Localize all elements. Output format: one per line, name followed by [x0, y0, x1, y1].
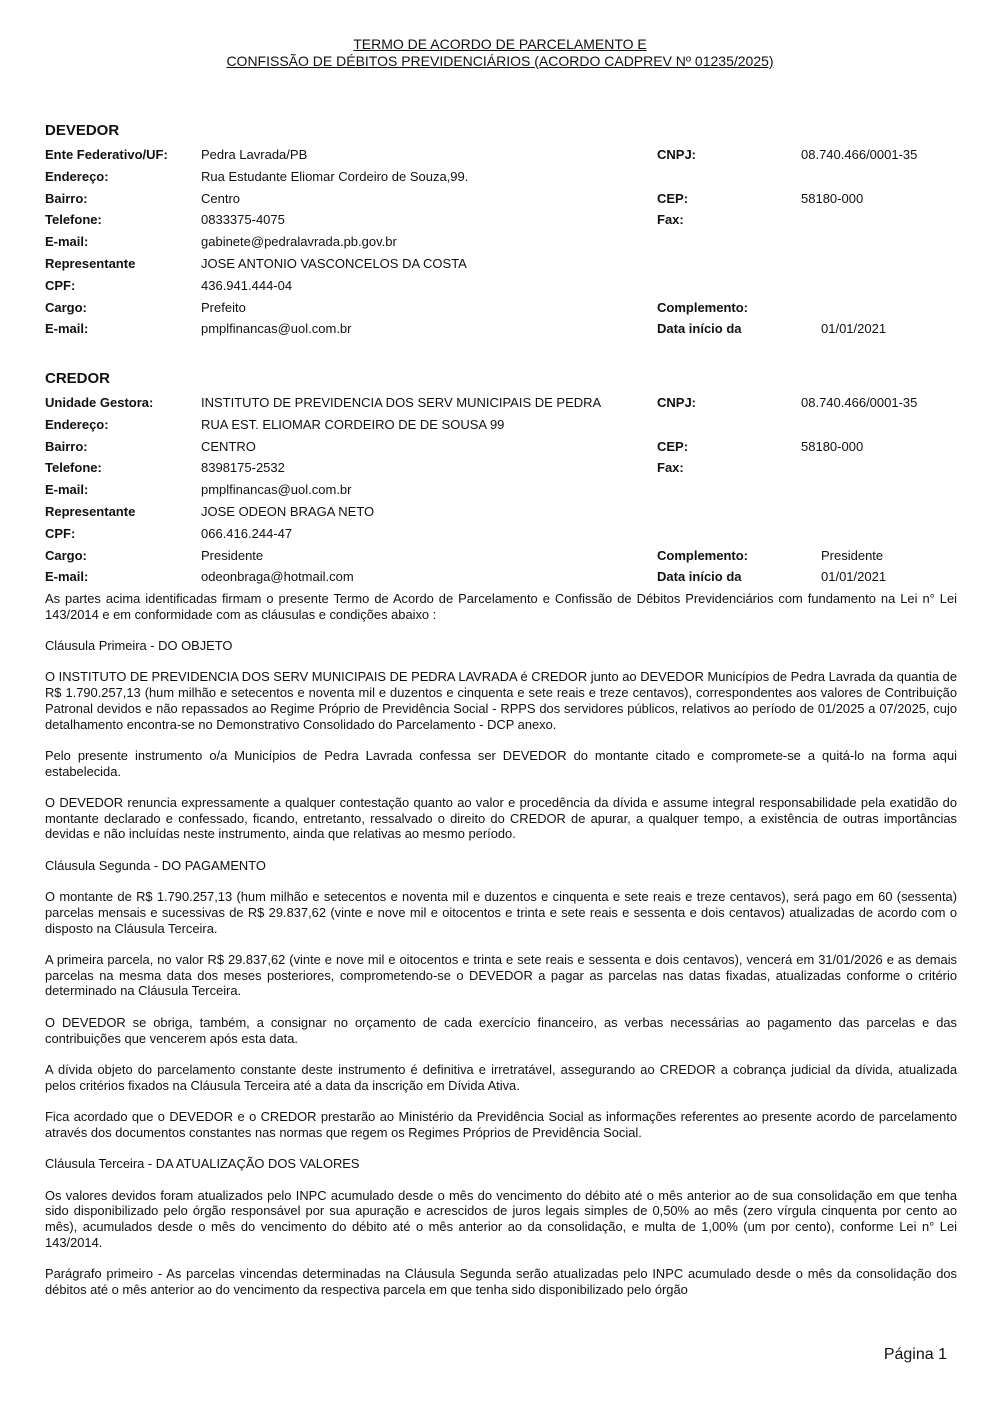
credor-field-row [45, 548, 965, 568]
field-value: RUA EST. ELIOMAR CORDEIRO DE DE SOUSA 99 [201, 416, 505, 432]
field-value: odeonbraga@hotmail.com [201, 569, 354, 585]
field-value: INSTITUTO DE PREVIDENCIA DOS SERV MUNICIPAIS DE PEDRA [201, 395, 602, 410]
paragraph: O montante de R$ 1.790.257,13 (hum milhão e setecentos e noventa mil e duzentos e cinquenta e sete reais e treze centavos), será pago em 60 (sessenta) parcelas mensais e sucessivas de R$ 29.837,62 (vinte e nove mil e oitocentos e trinta e sete reais e sessenta e dois centavos) atualizadas de acordo com o disposto na Cláusula Terceira. [45, 889, 957, 936]
field-label: Ente Federativo/UF: [45, 147, 168, 162]
title-line-1: TERMO DE ACORDO DE PARCELAMENTO E [353, 36, 647, 52]
document-title [0, 36, 1000, 70]
credor-field-row [45, 439, 965, 459]
field-value: Prefeito [201, 299, 246, 315]
right-field-label: Data início da [657, 569, 742, 585]
credor-field-row [45, 569, 965, 589]
field-value: pmplfinancas@uol.com.br [201, 482, 352, 498]
paragraph: O DEVEDOR se obriga, também, a consignar no orçamento de cada exercício financeiro, as verbas necessárias ao pagamento das parcelas e das contribuições que vencerem após esta data. [45, 1014, 957, 1046]
devedor-field-row [45, 256, 965, 276]
right-field-value: 08.740.466/0001-35 [801, 395, 918, 410]
devedor-heading: DEVEDOR [45, 122, 120, 139]
paragraph: O DEVEDOR renuncia expressamente a qualquer contestação quanto ao valor e procedência da dívida e assume integral responsabilidade pela exatidão do montante declarado e confessado, ficando, entretanto, ressalvado o direito do CREDOR de apurar, a qualquer tempo, a existência de outras importâncias devidas e não incluídas neste instrumento, ainda que relativas ao mesmo período. [45, 795, 957, 842]
devedor-field-row [45, 278, 965, 298]
paragraph: As partes acima identificadas firmam o presente Termo de Acordo de Parcelamento e Confissão de Débitos Previdenciários com fundamento na Lei n° Lei 143/2014 e em conformidade com as cláusulas e condições abaixo : [45, 591, 957, 622]
right-field-label: Complemento: [657, 547, 748, 563]
credor-field-row [45, 526, 965, 546]
field-label: CPF: [45, 277, 76, 293]
field-label: Cargo: [45, 299, 87, 315]
devedor-field-row [45, 212, 965, 232]
agreement-body [45, 591, 957, 1313]
right-field-label: Fax: [657, 212, 684, 228]
field-value: 066.416.244-47 [201, 525, 293, 541]
field-value: CENTRO [201, 438, 256, 454]
credor-field-row [45, 395, 965, 415]
field-label: Bairro: [45, 438, 88, 454]
right-field-value: 08.740.466/0001-35 [801, 147, 918, 162]
right-field-label: CNPJ: [657, 395, 697, 410]
field-value: gabinete@pedralavrada.pb.gov.br [201, 234, 397, 250]
devedor-field-row [45, 191, 965, 211]
field-label: Representante [45, 504, 136, 519]
field-value: JOSE ANTONIO VASCONCELOS DA COSTA [201, 256, 467, 271]
devedor-field-row [45, 147, 965, 167]
paragraph: Fica acordado que o DEVEDOR e o CREDOR prestarão ao Ministério da Previdência Social as informações referentes ao presente acordo de parcelamento através dos documentos constantes nas normas que regem os Regimes Próprios de Previdência Social. [45, 1109, 957, 1140]
field-value: 8398175-2532 [201, 460, 285, 476]
right-field-value: 58180-000 [801, 190, 864, 206]
field-value: 0833375-4075 [201, 212, 285, 228]
field-label: Endereço: [45, 168, 109, 184]
credor-field-row [45, 417, 965, 437]
field-label: E-mail: [45, 482, 89, 498]
devedor-field-row [45, 321, 965, 341]
field-value: JOSE ODEON BRAGA NETO [201, 504, 375, 519]
right-field-label: CEP: [657, 190, 689, 206]
field-label: CPF: [45, 525, 76, 541]
devedor-field-row [45, 300, 965, 320]
clause-heading: Cláusula Primeira - DO OBJETO [45, 638, 233, 654]
field-label: E-mail: [45, 569, 89, 585]
field-label: E-mail: [45, 321, 89, 337]
right-field-value: Presidente [821, 547, 884, 563]
clause-heading: Cláusula Terceira - DA ATUALIZAÇÃO DOS VALORES [45, 1156, 360, 1172]
title-line-2: CONFISSÃO DE DÉBITOS PREVIDENCIÁRIOS (ACORDO CADPREV Nº 01235/2025) [226, 53, 774, 69]
paragraph: A dívida objeto do parcelamento constante deste instrumento é definitiva e irretratável, assegurando ao CREDOR a cobrança judicial da dívida, atualizada pelos critérios fixados na Cláusula Terceira até a data da inscrição em Dívida Ativa. [45, 1061, 957, 1093]
right-field-label: Data início da [657, 321, 742, 337]
right-field-value: 01/01/2021 [821, 569, 887, 585]
right-field-label: CEP: [657, 438, 689, 454]
field-value: Centro [201, 190, 241, 206]
paragraph: Os valores devidos foram atualizados pelo INPC acumulado desde o mês do vencimento do débito até o mês anterior ao de sua consolidação em que tenha sido disponibilizado pelo órgão responsável por sua apuração e acrescidos de juros legais simples de 0,50% ao mês (zero vírgula cinquenta por cento ao mês), acumulados desde o mês do vencimento do débito até o mês anterior ao da consolidação, e multa de 1,00% (um por cento), conforme Lei n° Lei 143/2014. [45, 1187, 957, 1250]
right-field-label: Complemento: [657, 299, 748, 315]
field-label: Telefone: [45, 460, 102, 476]
devedor-field-row [45, 169, 965, 189]
field-label: E-mail: [45, 234, 89, 250]
field-label: Representante [45, 256, 136, 271]
right-field-value: 01/01/2021 [821, 321, 887, 337]
clause-heading: Cláusula Segunda - DO PAGAMENTO [45, 857, 266, 873]
field-value: Presidente [201, 547, 264, 563]
field-value: pmplfinancas@uol.com.br [201, 321, 352, 337]
credor-field-row [45, 460, 965, 480]
field-value: Rua Estudante Eliomar Cordeiro de Souza,99. [201, 168, 469, 184]
field-label: Telefone: [45, 212, 102, 228]
devedor-field-row [45, 234, 965, 254]
credor-field-row [45, 482, 965, 502]
field-value: 436.941.444-04 [201, 277, 293, 293]
field-label: Bairro: [45, 190, 88, 206]
credor-heading: CREDOR [45, 370, 111, 387]
paragraph: Parágrafo primeiro - As parcelas vincendas determinadas na Cláusula Segunda serão atualizadas pelo INPC acumulado desde o mês da consolidação dos débitos até o mês anterior ao do vencimento da respectiva parcela em que tenha sido disponibilizado pelo órgão [45, 1266, 957, 1297]
paragraph: O INSTITUTO DE PREVIDENCIA DOS SERV MUNICIPAIS DE PEDRA LAVRADA é CREDOR junto ao DEVEDOR Municípios de Pedra Lavrada da quantia de R$ 1.790.257,13 (hum milhão e setecentos e noventa mil e duzentos e cinquenta e sete reais e treze centavos), correspondentes aos valores de Contribuição Patronal devidos e não repassados ao Regime Próprio de Previdência Social - RPPS dos servidores públicos, relativos ao período de 01/2025 a 07/2025, cujo detalhamento encontra-se no Demonstrativo Consolidado do Parcelamento - DCP anexo. [45, 669, 957, 732]
field-label: Cargo: [45, 547, 87, 563]
right-field-label: CNPJ: [657, 147, 697, 162]
right-field-label: Fax: [657, 460, 684, 476]
field-label: Endereço: [45, 416, 109, 432]
paragraph: A primeira parcela, no valor R$ 29.837,62 (vinte e nove mil e oitocentos e trinta e sete reais e sessenta e dois centavos), vencerá em 31/01/2026 e as demais parcelas na mesma data dos meses posteriores, comprometendo-se o DEVEDOR a pagar as parcelas nas datas fixadas, atualizadas conforme o critério determinado na Cláusula Terceira. [45, 952, 957, 999]
right-field-value: 58180-000 [801, 438, 864, 454]
field-value: Pedra Lavrada/PB [201, 147, 308, 162]
field-label: Unidade Gestora: [45, 395, 154, 410]
page-number: Página 1 [883, 1346, 947, 1363]
paragraph: Pelo presente instrumento o/a Municípios de Pedra Lavrada confessa ser DEVEDOR do montante citado e compromete-se a quitá-lo na forma aqui estabelecida. [45, 747, 957, 779]
credor-field-row [45, 504, 965, 524]
